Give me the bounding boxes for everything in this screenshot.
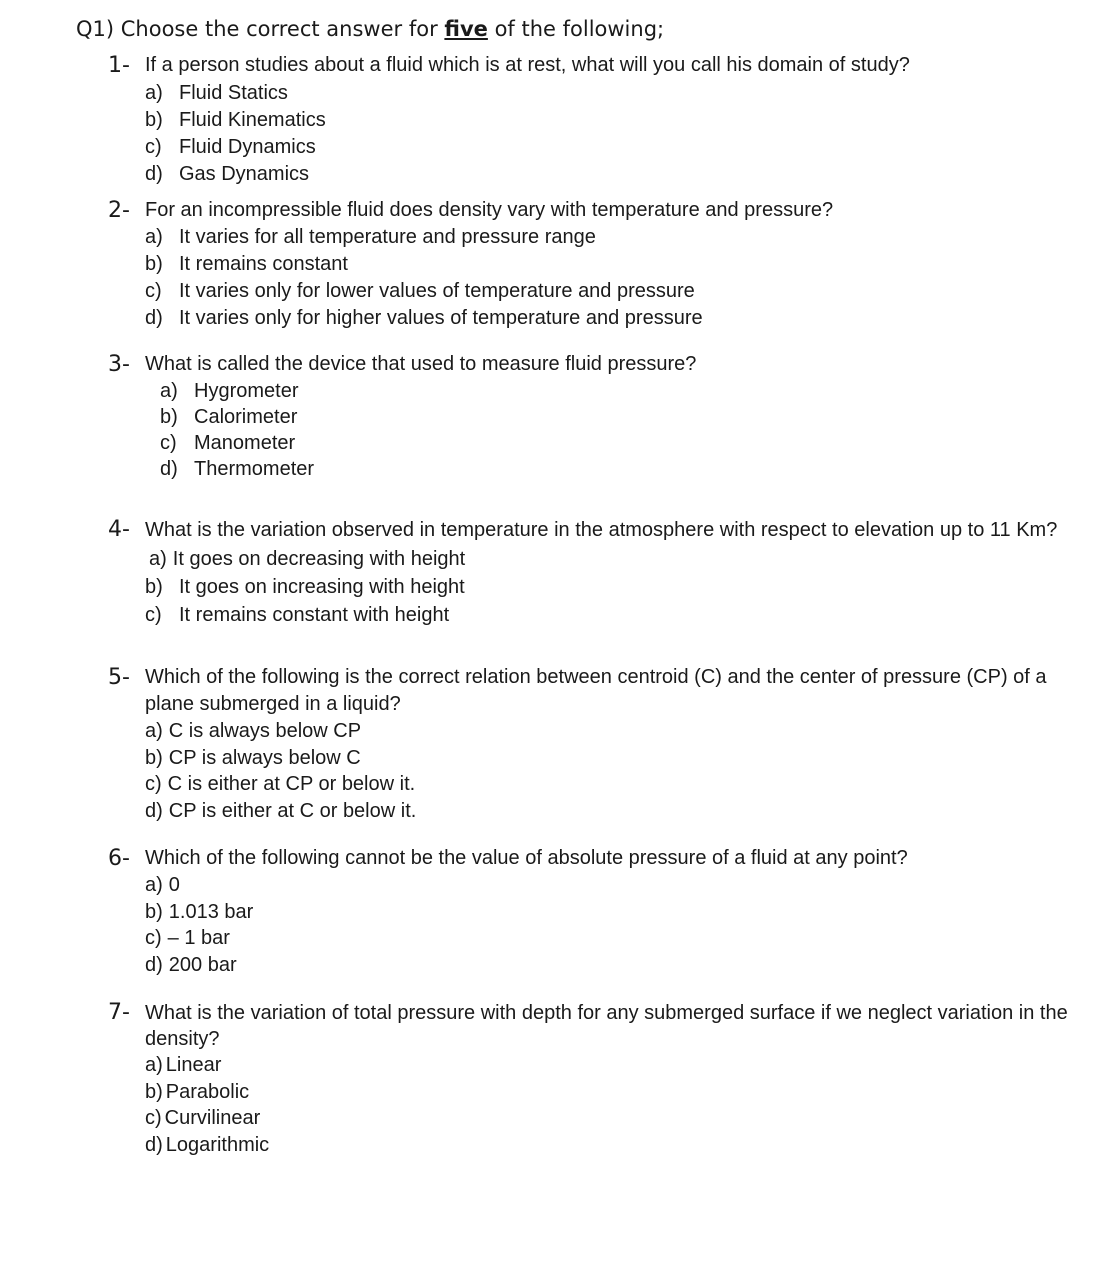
question-text: Which of the following is the correct relation between centroid (C) and the center of pressure (CP) of a plane submerged in a liquid? — [145, 666, 1047, 715]
option-b: b) It goes on increasing with height — [145, 576, 465, 598]
question-6 — [108, 845, 1090, 978]
question-number: 7- — [108, 1000, 130, 1025]
question-2 — [108, 197, 1090, 332]
option-c: c) Curvilinear — [145, 1107, 261, 1129]
question-number: 6- — [108, 846, 130, 871]
option-d: d) Logarithmic — [145, 1133, 270, 1156]
option-d: d) CP is either at C or below it. — [145, 799, 417, 822]
option-b: b) Fluid Kinematics — [145, 109, 326, 131]
question-number: 1- — [108, 53, 130, 78]
question-number: 3- — [108, 352, 130, 377]
question-text: Which of the following cannot be the value of absolute pressure of a fluid at any point? — [145, 847, 908, 869]
question-5 — [108, 664, 1090, 824]
question-1 — [108, 52, 1090, 188]
option-b: b) CP is always below C — [145, 746, 361, 769]
option-a: a) It varies for all temperature and pressure range — [145, 226, 596, 248]
question-number: 5- — [108, 665, 130, 690]
option-c: c) It varies only for lower values of temperature and pressure — [145, 280, 695, 302]
question-number: 2- — [108, 198, 130, 223]
option-a: a) Hygrometer — [160, 380, 299, 402]
option-b: b) Parabolic — [145, 1080, 250, 1103]
option-b: b) It remains constant — [145, 253, 348, 275]
question-number: 4- — [108, 517, 130, 542]
option-d: d) Thermometer — [160, 458, 315, 480]
option-c: c) – 1 bar — [145, 927, 230, 949]
question-3 — [108, 351, 1090, 482]
question-7 — [108, 1000, 1090, 1158]
option-a: a) 0 — [145, 874, 180, 896]
question-4 — [108, 516, 1090, 629]
question-text: What is called the device that used to measure fluid pressure? — [145, 353, 697, 375]
option-a: a) C is always below CP — [145, 720, 362, 742]
emphasized-word: five — [444, 17, 488, 41]
option-c: c) It remains constant with height — [145, 604, 450, 626]
option-c: c) Manometer — [160, 432, 296, 454]
question-header: Q1) Choose the correct answer for five of the following; — [76, 17, 665, 41]
question-text: What is the variation observed in temperature in the atmosphere with respect to elevation up to 11 Km? — [145, 519, 1058, 541]
option-c: c) C is either at CP or below it. — [145, 773, 416, 795]
option-c: c) Fluid Dynamics — [145, 136, 316, 158]
option-a: a) Linear — [145, 1054, 222, 1076]
option-b: b) Calorimeter — [160, 406, 298, 428]
option-d: d) It varies only for higher values of temperature and pressure — [145, 307, 703, 329]
option-b: b) 1.013 bar — [145, 900, 254, 923]
option-d: d) 200 bar — [145, 953, 237, 976]
question-text: What is the variation of total pressure with depth for any submerged surface if we neglect variation in the density? — [145, 1002, 1068, 1050]
question-text: If a person studies about a fluid which is at rest, what will you call his domain of study? — [145, 54, 910, 76]
option-a: a) Fluid Statics — [145, 82, 288, 104]
option-a: a) It goes on decreasing with height — [149, 548, 466, 570]
question-text: For an incompressible fluid does density vary with temperature and pressure? — [145, 199, 834, 221]
option-d: d) Gas Dynamics — [145, 163, 310, 185]
